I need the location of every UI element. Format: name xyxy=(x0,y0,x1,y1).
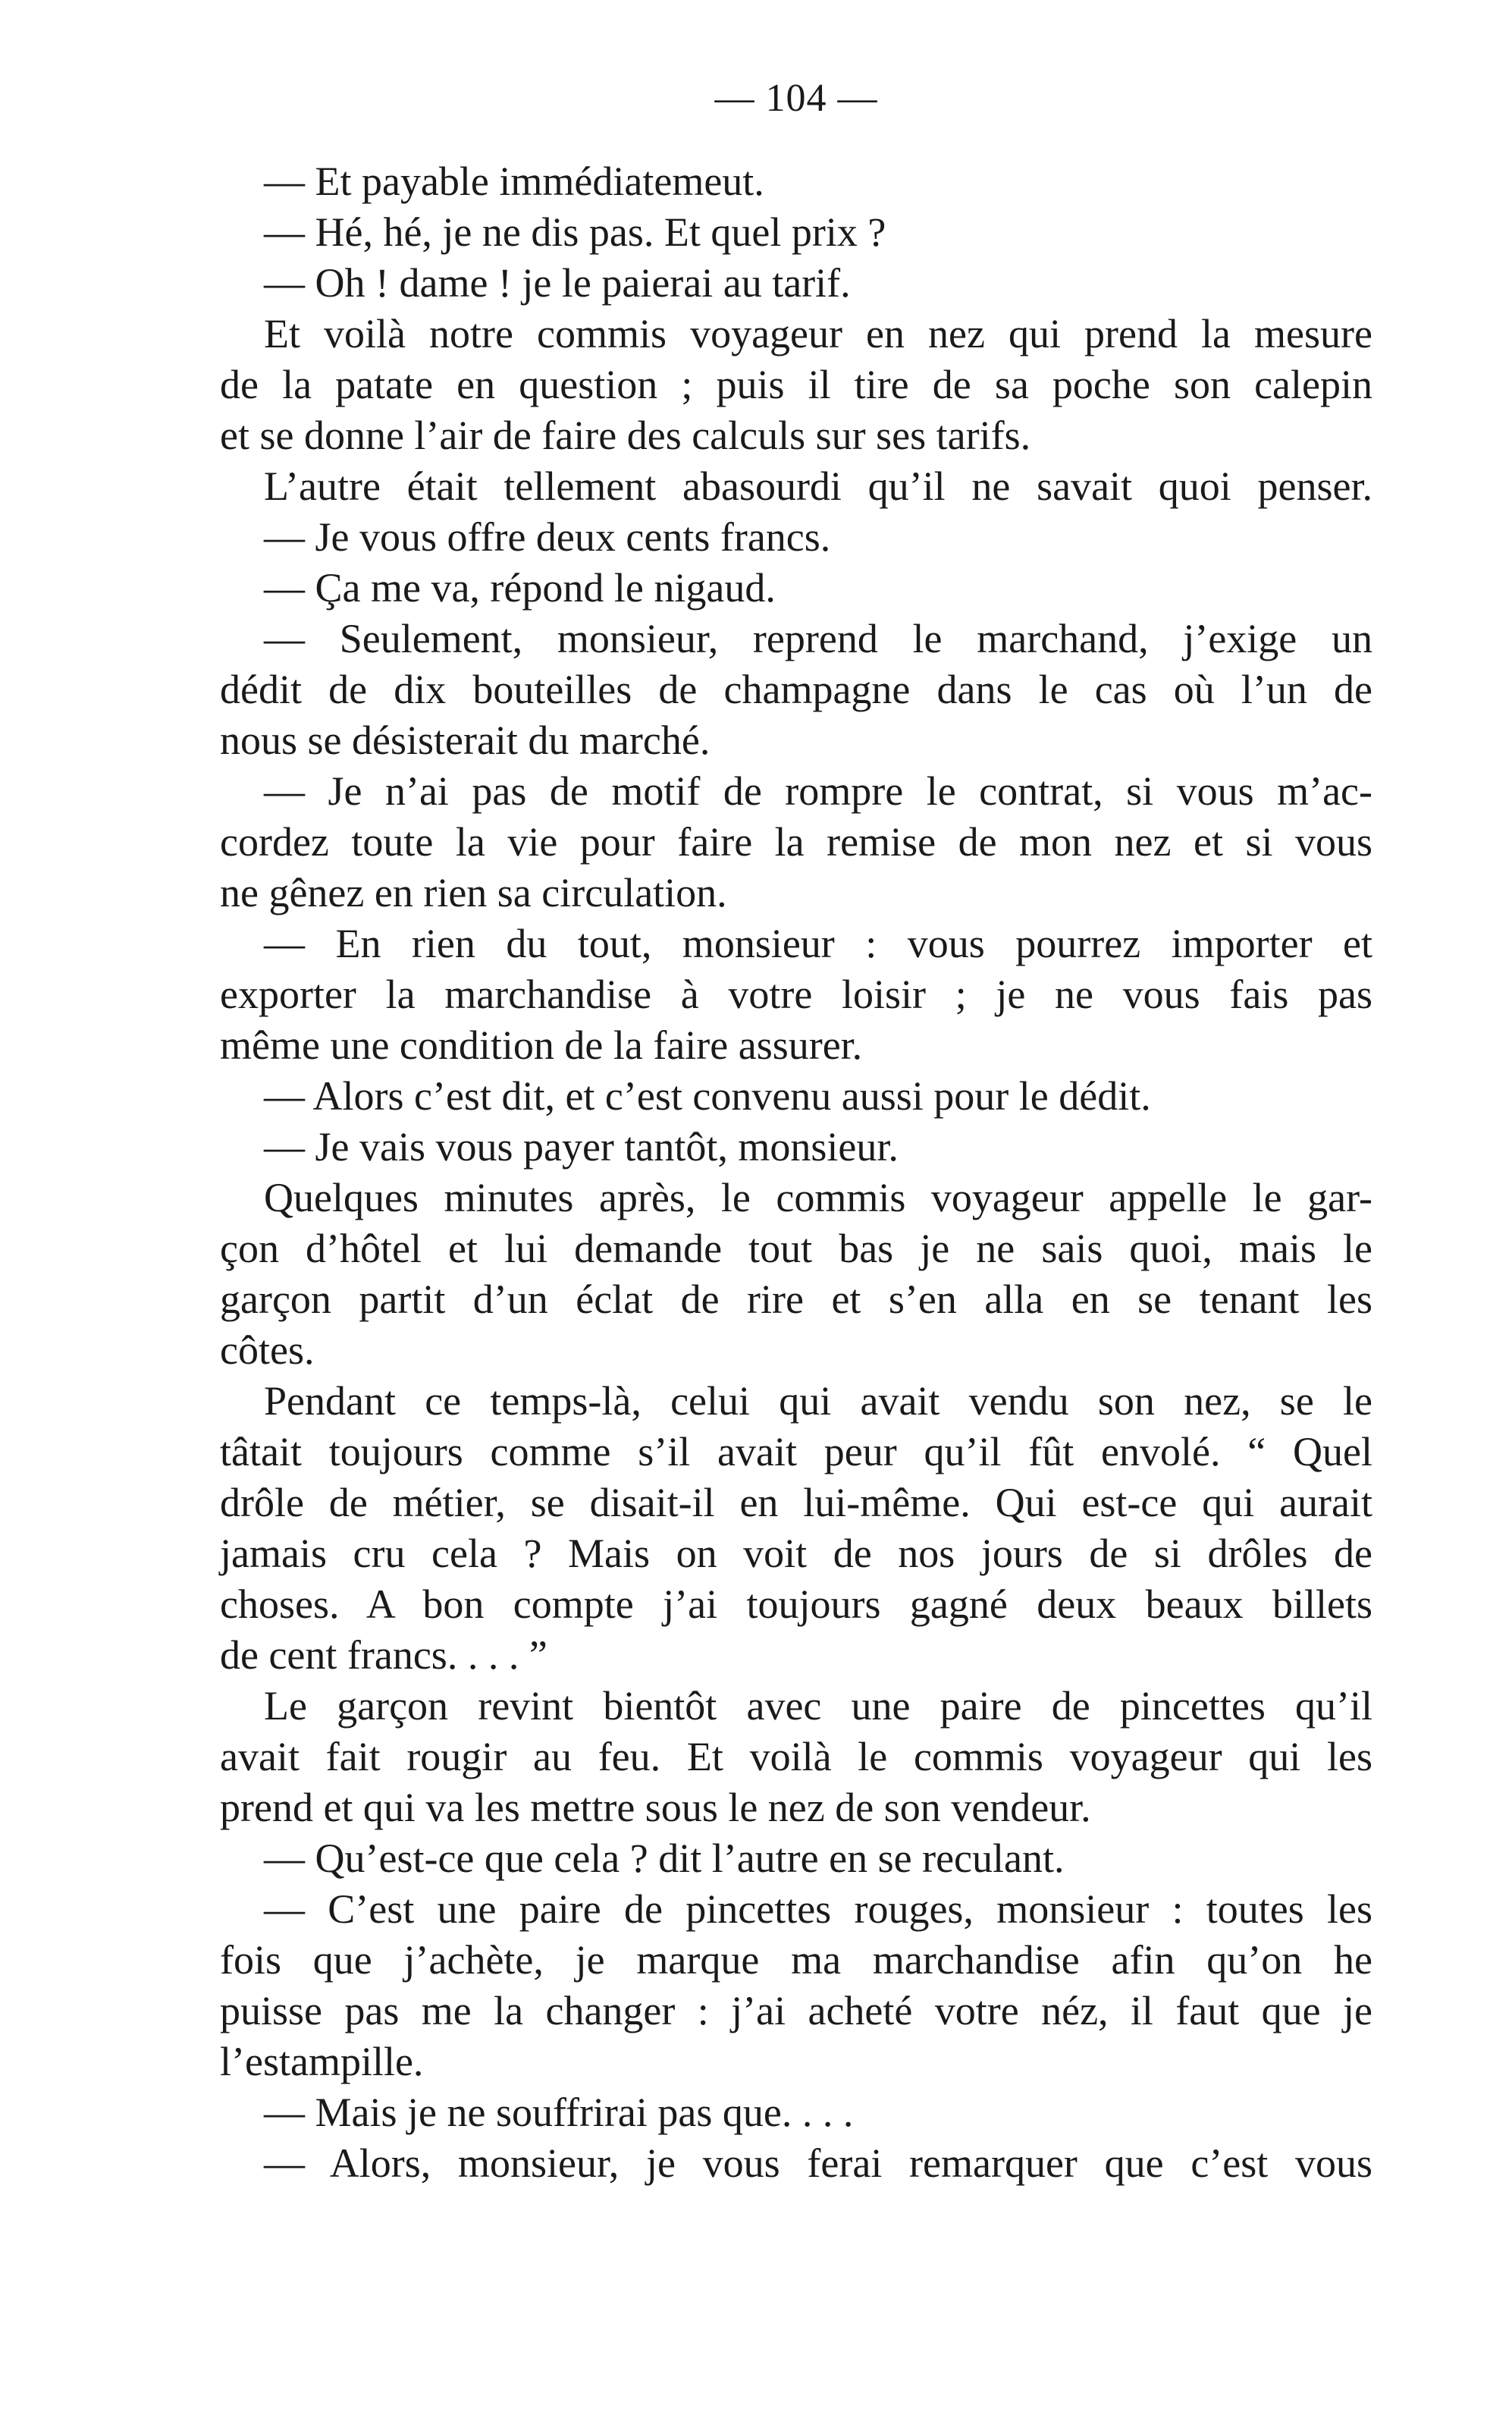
text-line: drôle de métier, se disait-il en lui-même. Qui est-ce qui aurait xyxy=(220,1480,1372,1525)
text-line: ne gênez en rien sa circulation. xyxy=(220,870,727,915)
text-line: de cent francs. . . . ” xyxy=(220,1632,547,1678)
text-line: — Seulement, monsieur, reprend le marchand, j’exige un xyxy=(264,616,1372,661)
text-line: fois que j’achète, je marque ma marchandise afin qu’on he xyxy=(220,1937,1372,1983)
text-line: dédit de dix bouteilles de champagne dans le cas où l’un de xyxy=(220,667,1372,712)
text-line: nous se désisterait du marché. xyxy=(220,718,711,763)
text-line: — Mais je ne souffrirai pas que. . . . xyxy=(264,2090,854,2135)
text-line: et se donne l’air de faire des calculs sur ses tarifs. xyxy=(220,413,1031,458)
text-line: Et voilà notre commis voyageur en nez qui prend la mesure xyxy=(264,311,1372,356)
text-line: avait fait rougir au feu. Et voilà le commis voyageur qui les xyxy=(220,1734,1372,1779)
text-line: — Je n’ai pas de motif de rompre le contrat, si vous m’ac- xyxy=(264,768,1372,814)
text-line: Quelques minutes après, le commis voyageur appelle le gar- xyxy=(264,1175,1372,1220)
text-line: jamais cru cela ? Mais on voit de nos jours de si drôles de xyxy=(220,1531,1372,1576)
page-text xyxy=(220,156,1372,2189)
text-line: garçon partit d’un éclat de rire et s’en alla en se tenant les xyxy=(220,1277,1372,1322)
text-line: çon d’hôtel et lui demande tout bas je ne sais quoi, mais le xyxy=(220,1226,1372,1271)
text-line: — Oh ! dame ! je le paierai au tarif. xyxy=(264,260,851,306)
text-line: — C’est une paire de pincettes rouges, monsieur : toutes les xyxy=(264,1886,1372,1932)
text-line: l’estampille. xyxy=(220,2039,424,2084)
text-line: choses. A bon compte j’ai toujours gagné deux beaux billets xyxy=(220,1581,1372,1627)
text-line: — Hé, hé, je ne dis pas. Et quel prix ? xyxy=(264,209,886,255)
text-line: L’autre était tellement abasourdi qu’il ne savait quoi penser. xyxy=(264,463,1372,509)
text-line: cordez toute la vie pour faire la remise de mon nez et si vous xyxy=(220,819,1372,865)
text-line: — Qu’est-ce que cela ? dit l’autre en se reculant. xyxy=(264,1835,1065,1881)
page-number: — 104 — xyxy=(714,77,878,120)
text-line: côtes. xyxy=(220,1327,315,1373)
text-line: tâtait toujours comme s’il avait peur qu’il fût envolé. “ Quel xyxy=(220,1429,1372,1474)
text-line: même une condition de la faire assurer. xyxy=(220,1022,863,1068)
text-line: Le garçon revint bientôt avec une paire de pincettes qu’il xyxy=(264,1683,1372,1729)
text-line: — Je vous offre deux cents francs. xyxy=(264,514,831,560)
text-line: — Alors, monsieur, je vous ferai remarquer que c’est vous xyxy=(264,2140,1372,2186)
text-line: puisse pas me la changer : j’ai acheté votre néz, il faut que je xyxy=(220,1988,1372,2033)
text-line: prend et qui va les mettre sous le nez de son vendeur. xyxy=(220,1785,1091,1830)
text-line: — Ça me va, répond le nigaud. xyxy=(264,565,776,611)
text-line: Pendant ce temps-là, celui qui avait vendu son nez, se le xyxy=(264,1378,1372,1424)
text-line: — En rien du tout, monsieur : vous pourrez importer et xyxy=(264,921,1372,966)
text-line: — Alors c’est dit, et c’est convenu aussi pour le dédit. xyxy=(264,1073,1151,1119)
text-line: de la patate en question ; puis il tire de sa poche son calepin xyxy=(220,362,1372,407)
text-line: — Je vais vous payer tantôt, monsieur. xyxy=(264,1124,899,1170)
text-line: — Et payable immédiatemeut. xyxy=(264,159,764,204)
text-line: exporter la marchandise à votre loisir ; je ne vous fais pas xyxy=(220,972,1372,1017)
